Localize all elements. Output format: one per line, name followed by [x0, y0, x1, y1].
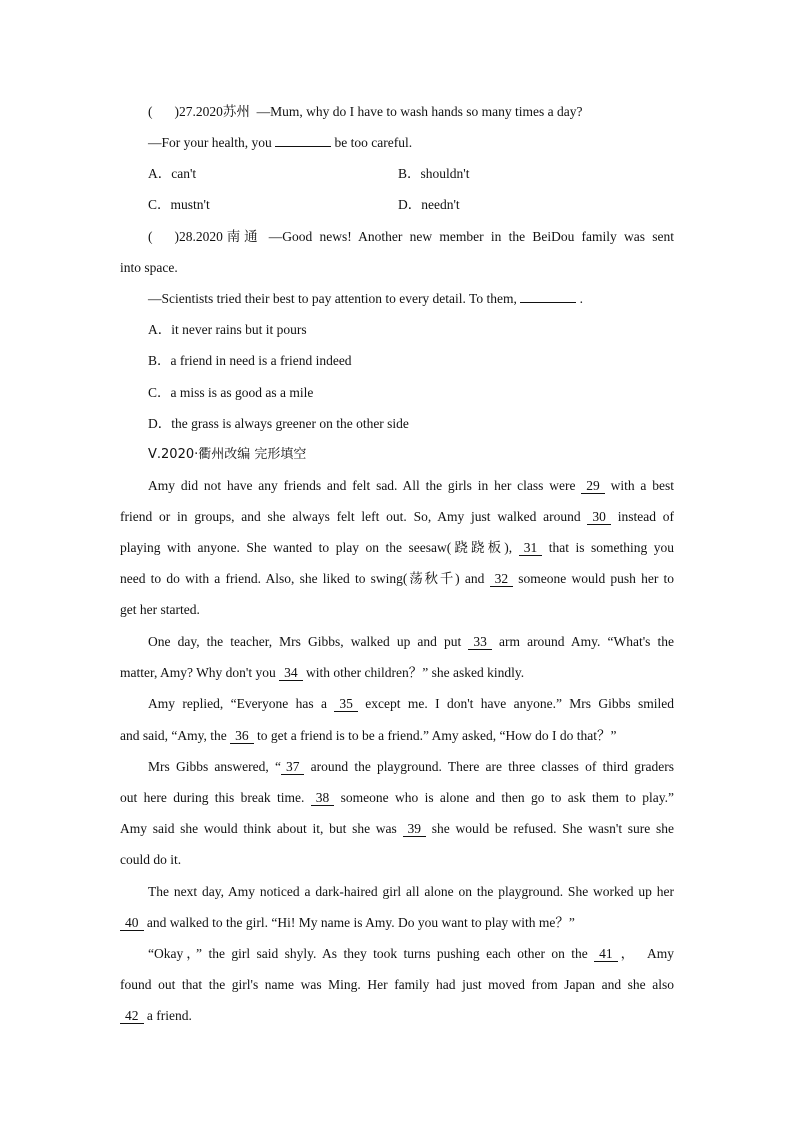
blank-30[interactable]: 30	[587, 509, 611, 525]
q28-option-a[interactable]: A．it never rains but it pours	[148, 322, 307, 337]
q28-number: )28.2020	[174, 229, 223, 244]
blank-33[interactable]: 33	[468, 634, 492, 650]
q27-answer-line: —For your health, you be too careful.	[148, 135, 413, 150]
q27-option-a[interactable]: A．can't	[148, 166, 197, 181]
q28-source: 南通	[222, 229, 262, 244]
blank-37[interactable]: 37	[281, 759, 305, 775]
q28-answer-line: —Scientists tried their best to pay attention to every detail. To them, .	[148, 291, 583, 306]
passage-line: Mrs Gibbs answered, “ 37 around the playground. There are three classes of third graders	[148, 759, 674, 774]
blank-29[interactable]: 29	[581, 478, 605, 494]
q27-option-d[interactable]: D．needn't	[398, 197, 460, 212]
passage-line: The next day, Amy noticed a dark-haired girl all alone on the playground. She worked up her	[148, 884, 674, 899]
passage-line: found out that the girl's name was Ming. Her family had just moved from Japan and she also	[120, 977, 674, 992]
q27-number: )27.2020	[174, 104, 223, 119]
passage-line: 40 and walked to the girl. “Hi! My name is Amy. Do you want to play with me？”	[120, 914, 674, 932]
passage-line: need to do with a friend. Also, she liked to swing(荡秋千) and 32 someone would push her to	[120, 571, 675, 586]
blank-42[interactable]: 42	[120, 1008, 144, 1024]
passage-line: matter, Amy? Why don't you 34 with other children？” she asked kindly.	[120, 665, 525, 680]
blank-35[interactable]: 35	[334, 696, 358, 712]
passage-line: One day, the teacher, Mrs Gibbs, walked up and put 33 arm around Amy. “What's the	[148, 634, 675, 649]
q27-options-row2	[148, 196, 674, 214]
blank-34[interactable]: 34	[279, 665, 303, 681]
q27-options-row1	[148, 165, 674, 183]
q27-source: 苏州	[222, 104, 250, 119]
blank-32[interactable]: 32	[490, 571, 514, 587]
blank-40[interactable]: 40	[120, 915, 144, 931]
q27-option-c[interactable]: C．mustn't	[148, 197, 210, 212]
passage-line: 42 a friend.	[120, 1007, 674, 1025]
blank-41[interactable]: 41	[594, 946, 618, 962]
passage-line: get her started.	[120, 602, 200, 617]
passage-line: out here during this break time. 38 someone who is alone and then go to ask them to play.”	[120, 790, 674, 805]
q27-answer-blank[interactable]	[275, 134, 331, 147]
blank-39[interactable]: 39	[403, 821, 427, 837]
q27-paren-open: (	[148, 104, 153, 119]
blank-31[interactable]: 31	[519, 540, 543, 556]
passage-line: playing with anyone. She wanted to play on the seesaw(跷跷板), 31 that is something you	[120, 540, 675, 555]
passage-line: Amy said she would think about it, but she was 39 she would be refused. She wasn't sure she	[120, 821, 674, 836]
passage-line: could do it.	[120, 852, 182, 867]
q28-question: —Good news! Another new member in the BeiDou family was sent	[268, 229, 675, 244]
q28-answer-blank[interactable]	[520, 290, 576, 303]
q28-option-b[interactable]: B．a friend in need is a friend indeed	[148, 353, 352, 368]
q27-stem	[148, 103, 674, 121]
q28-option-d[interactable]: D．the grass is always greener on the other side	[148, 416, 409, 431]
passage-line: friend or in groups, and she always felt left out. So, Amy just walked around 30 instead of	[120, 509, 674, 524]
q27-option-b[interactable]: B．shouldn't	[398, 166, 470, 181]
passage-line: and said, “Amy, the 36 to get a friend is to be a friend.” Amy asked, “How do I do that？”	[120, 728, 617, 743]
q28-stem-cont: into space.	[120, 260, 178, 275]
blank-36[interactable]: 36	[230, 728, 254, 744]
q27-question: —Mum, why do I have to wash hands so many times a day?	[256, 104, 583, 119]
q28-option-c[interactable]: C．a miss is as good as a mile	[148, 385, 314, 400]
blank-38[interactable]: 38	[311, 790, 335, 806]
q28-stem: ( )28.2020南通 —Good news! Another new member in the BeiDou family was sent	[148, 229, 675, 244]
passage-line: Amy did not have any friends and felt sad. All the girls in her class were 29 with a best	[148, 478, 674, 493]
passage-line: “Okay，” the girl said shyly. As they took turns pushing each other on the 41 ， Amy	[148, 946, 674, 961]
passage-line: Amy replied, “Everyone has a 35 except me. I don't have anyone.” Mrs Gibbs smiled	[148, 696, 675, 711]
section-heading: Ⅴ.2020·衢州改编 完形填空	[148, 447, 307, 462]
